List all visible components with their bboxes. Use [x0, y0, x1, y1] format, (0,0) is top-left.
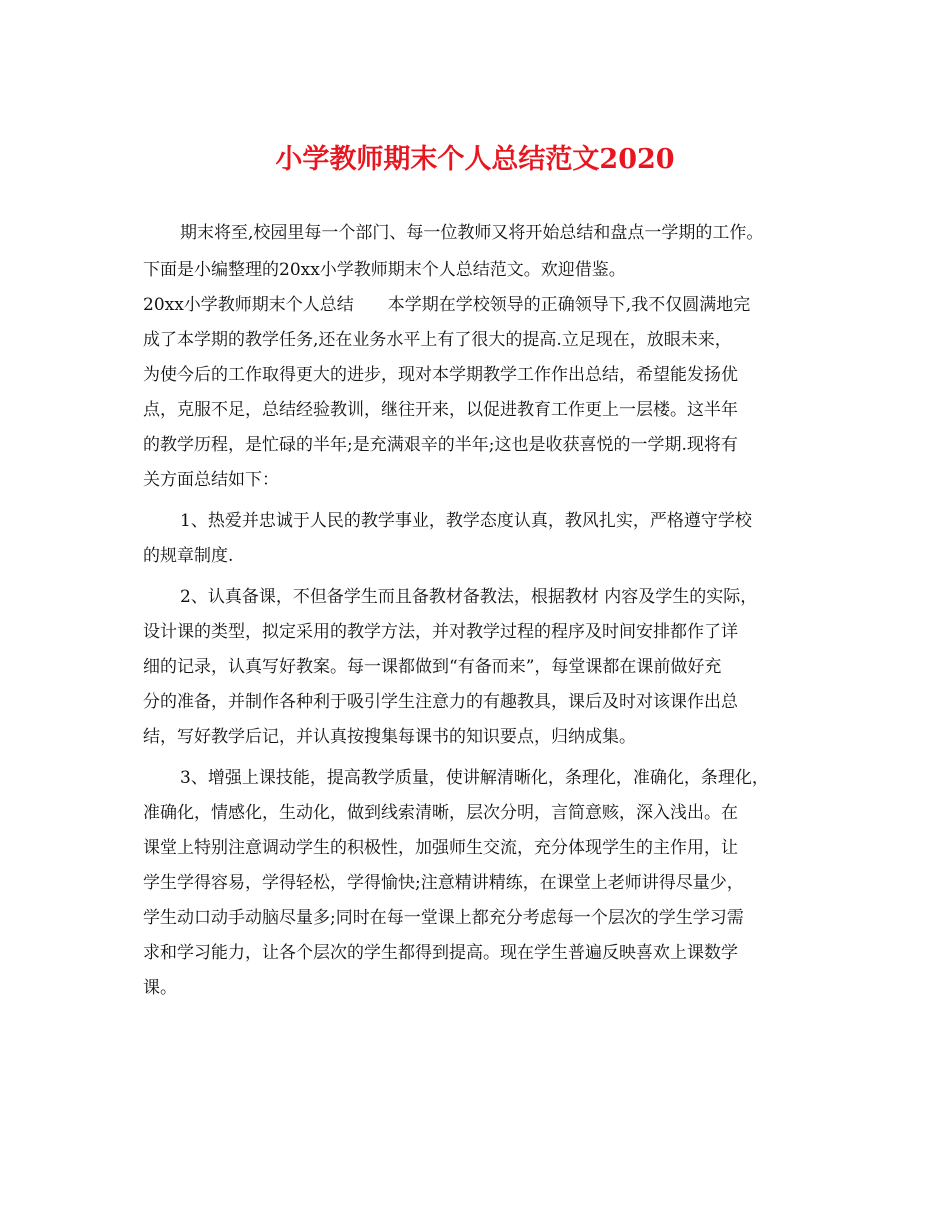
text-line: 分的准备，并制作各种利于吸引学生注意力的有趣教具，课后及时对该课作出总 [143, 692, 738, 712]
text-line: 为使今后的工作取得更大的进步，现对本学期教学工作作出总结，希望能发扬优 [143, 365, 738, 385]
text-line: 点，克服不足，总结经验教训，继往开来，以促进教育工作更上一层楼。这半年 [143, 400, 738, 420]
text-line: 20xx小学教师期末个人总结 本学期在学校领导的正确领导下,我不仅圆满地完 [143, 295, 751, 315]
text-line: 的规章制度. [143, 546, 234, 566]
text-line: 课。 [143, 978, 177, 998]
text-line: 下面是小编整理的20xx小学教师期末个人总结范文。欢迎借鉴。 [143, 260, 626, 280]
text-line: 结，写好教学后记，并认真按搜集每课书的知识要点，归纳成集。 [143, 727, 636, 747]
text-line: 成了本学期的教学任务,还在业务水平上有了很大的提高.立足现在，放眼未来， [143, 330, 732, 350]
text-line: 的教学历程，是忙碌的半年;是充满艰辛的半年;这也是收获喜悦的一学期.现将有 [143, 435, 738, 455]
text-line: 学生动口动手动脑尽量多;同时在每一堂课上都充分考虑每一个层次的学生学习需 [143, 908, 744, 928]
text-line: 课堂上特别注意调动学生的积极性，加强师生交流，充分体现学生的主作用，让 [143, 838, 738, 858]
text-line: 1、热爱并忠诚于人民的教学事业，教学态度认真，教风扎实，严格遵守学校 [180, 511, 752, 531]
text-line: 细的记录，认真写好教案。每一课都做到“有备而来”，每堂课都在课前做好充 [143, 657, 722, 677]
text-line: 学生学得容易，学得轻松，学得愉快;注意精讲精练，在课堂上老师讲得尽量少， [143, 873, 744, 893]
text-line: 关方面总结如下： [143, 470, 279, 490]
document-title: 小学教师期末个人总结范文2020 [275, 144, 675, 175]
text-line: 3、增强上课技能，提高教学质量，使讲解清晰化，条理化，准确化，条理化， [180, 768, 769, 788]
text-line: 设计课的类型，拟定采用的教学方法，并对教学过程的程序及时间安排都作了详 [143, 622, 738, 642]
text-line: 2、认真备课，不但备学生而且备教材备教法，根据教材 内容及学生的实际， [180, 587, 758, 607]
text-line: 求和学习能力，让各个层次的学生都得到提高。现在学生普遍反映喜欢上课数学 [143, 943, 738, 963]
text-line: 期末将至,校园里每一个部门、每一位教师又将开始总结和盘点一学期的工作。 [180, 223, 764, 243]
text-line: 准确化，情感化，生动化，做到线索清晰，层次分明，言简意赅，深入浅出。在 [143, 803, 738, 823]
